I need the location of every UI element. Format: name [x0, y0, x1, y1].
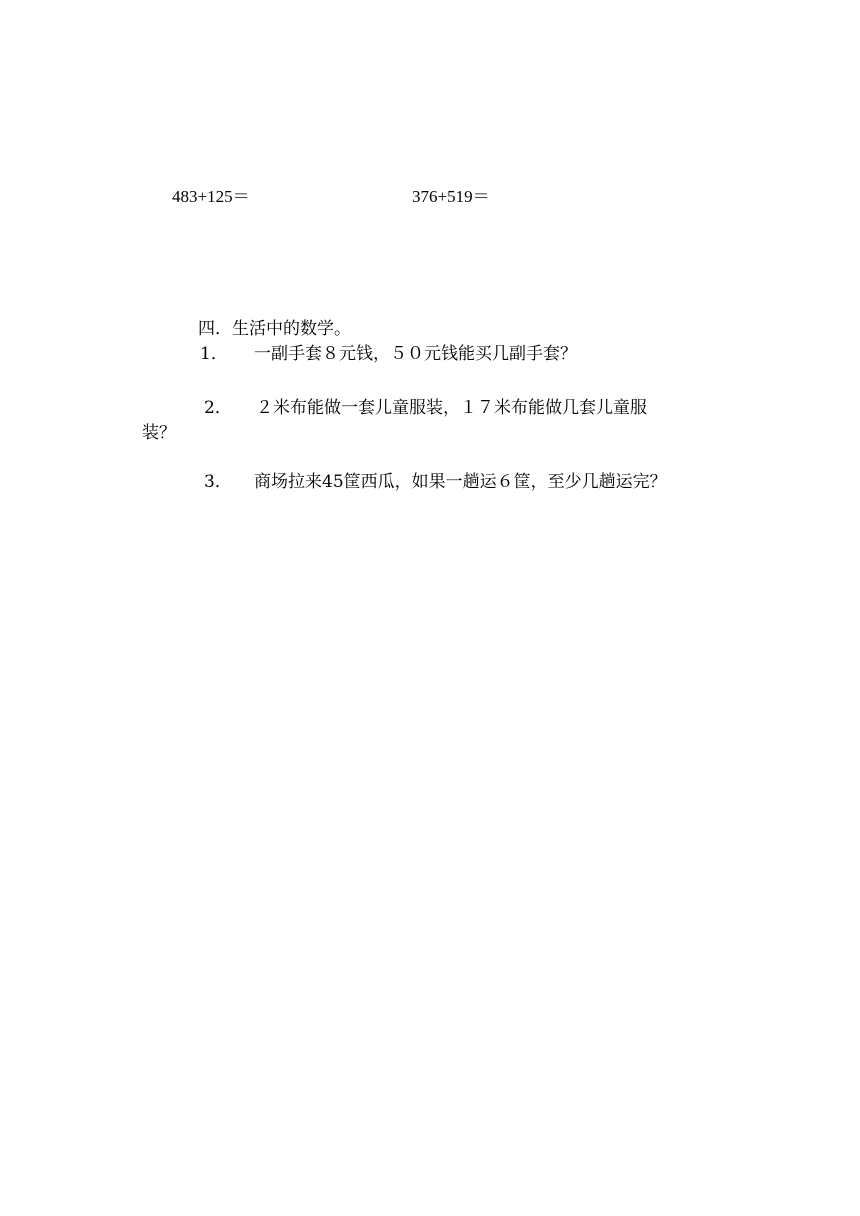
question-3 — [204, 471, 667, 493]
section-heading: 四．生活中的数学。 — [198, 319, 351, 339]
question-1 — [200, 343, 577, 365]
question-text: 一副手套８元钱，５０元钱能买几副手套？ — [254, 344, 577, 364]
question-number: 3． — [204, 472, 232, 492]
addition-expression-1: 483+125＝ — [172, 187, 250, 206]
addition-expression-2: 376+519＝ — [412, 187, 490, 206]
question-number: 2． — [204, 398, 232, 418]
question-number: 1． — [200, 344, 228, 364]
question-2-continuation: 装？ — [142, 423, 176, 443]
question-text: 商场拉来45筐西瓜，如果一趟运６筐，至少几趟运完？ — [254, 472, 667, 492]
question-text: ２米布能做一套儿童服装，１７米布能做几套儿童服 — [256, 398, 647, 418]
question-2 — [204, 397, 647, 419]
